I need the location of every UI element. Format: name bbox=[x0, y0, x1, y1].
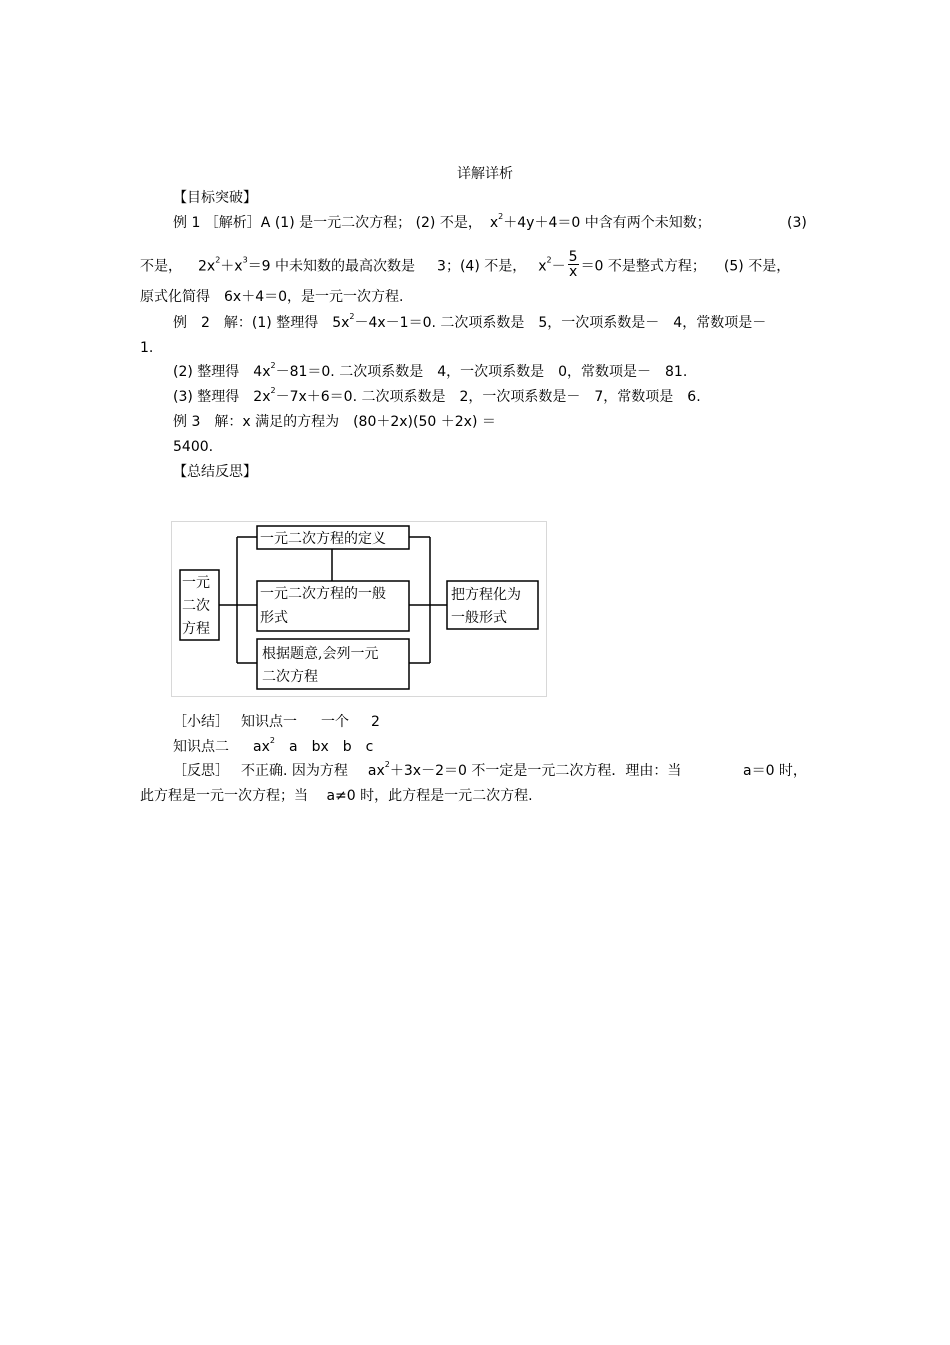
page-title: 详解详析 bbox=[457, 166, 513, 182]
box-definition-text: 一元二次方程的定义 bbox=[260, 531, 386, 547]
reflection-label: ［反思］ bbox=[173, 763, 229, 779]
ex2-text: (2) 整理得 4x bbox=[173, 364, 271, 380]
ex2-text: －81＝0. 二次项系数是 4，一次项系数是 0，常数项是－ 81. bbox=[275, 364, 688, 380]
ex2-text: －7x＋6＝0. 二次项系数是 2，一次项系数是－ 7，常数项是 6. bbox=[275, 389, 701, 405]
fraction-numerator: 5 bbox=[568, 249, 578, 265]
fraction-denominator: x bbox=[568, 264, 578, 280]
ex1-text: ＋4y＋4＝0 中含有两个未知数； bbox=[503, 215, 711, 231]
summary-value: c bbox=[365, 739, 374, 755]
box-transform-line: 把方程化为 bbox=[451, 587, 521, 603]
exponent: 3 bbox=[242, 255, 248, 265]
box-modeling-line: 二次方程 bbox=[262, 669, 318, 685]
ex3-line1: 例 3 解：x 满足的方程为 (80＋2x)(50 ＋2x) ＝ bbox=[173, 414, 496, 430]
ex1-text: 例 1 ［解析］A (1) 是一元二次方程； (2) 不是， bbox=[173, 215, 482, 231]
box-general-form-line: 形式 bbox=[260, 610, 288, 626]
ex1-math: x bbox=[489, 215, 499, 231]
summary-line3-end: a＝0 时， bbox=[743, 763, 807, 779]
ex1-math: 2x bbox=[198, 258, 216, 275]
summary-line1 bbox=[173, 713, 380, 731]
summary-key: 知识点一 bbox=[241, 714, 297, 730]
summary-line2 bbox=[173, 738, 373, 756]
section-heading-target: 【目标突破】 bbox=[173, 190, 257, 206]
exponent: 2 bbox=[498, 212, 504, 221]
box-general-form-line: 一元二次方程的一般 bbox=[260, 586, 386, 602]
ex2-text: －4x－1＝0. 二次项系数是 5，一次项系数是－ 4，常数项是－ bbox=[354, 315, 767, 331]
ex2-text: (3) 整理得 2x bbox=[173, 389, 271, 405]
summary-line3 bbox=[173, 762, 681, 780]
box-transform-line: 一般形式 bbox=[451, 610, 507, 626]
summary-value: b bbox=[342, 739, 352, 755]
summary-line4: 此方程是一元一次方程；当 a≠0 时，此方程是一元二次方程. bbox=[140, 788, 533, 804]
ex1-line1 bbox=[173, 214, 711, 232]
concept-diagram bbox=[171, 521, 547, 697]
ex1-text: 3；(4) 不是， bbox=[437, 258, 527, 275]
ex2-line1 bbox=[173, 314, 766, 332]
exponent: 2 bbox=[384, 760, 390, 769]
ex2-line2 bbox=[173, 363, 687, 381]
reflection-text: ＋3x－2＝0 不一定是一元二次方程．理由：当 bbox=[389, 763, 682, 779]
fraction bbox=[568, 250, 579, 279]
ex1-line1-end: (3) bbox=[787, 215, 807, 231]
exponent: 2 bbox=[546, 255, 552, 265]
ex1-math: x bbox=[538, 258, 547, 275]
summary-label: ［小结］ bbox=[173, 714, 229, 730]
ex2-line1-cont: 1. bbox=[140, 340, 154, 356]
ex2-text: 例 2 解：(1) 整理得 5x bbox=[173, 315, 350, 331]
ex1-text: (5) 不是， bbox=[723, 258, 791, 275]
summary-value: bx bbox=[311, 739, 329, 755]
summary-value: 2 bbox=[371, 714, 380, 730]
ex2-line3 bbox=[173, 388, 701, 406]
reflection-text: 不正确. 因为方程 bbox=[241, 763, 348, 779]
ex1-math: － bbox=[551, 258, 566, 275]
box-root-line: 一元 bbox=[182, 575, 210, 591]
summary-key: 知识点二 bbox=[173, 739, 229, 755]
box-root-line: 二次 bbox=[182, 598, 210, 614]
ex3-line2: 5400. bbox=[173, 439, 214, 455]
ex1-line2 bbox=[140, 249, 791, 281]
exponent: 2 bbox=[349, 312, 355, 321]
box-modeling-line: 根据题意,会列一元 bbox=[262, 646, 379, 662]
exponent: 2 bbox=[270, 361, 276, 370]
reflection-math: ax bbox=[367, 763, 385, 779]
ex1-line3: 原式化简得 6x＋4＝0，是一元一次方程. bbox=[140, 289, 404, 305]
exponent: 2 bbox=[270, 386, 276, 395]
ex1-text: ＝9 中未知数的最高次数是 bbox=[247, 258, 416, 275]
ex1-math: ＋x bbox=[220, 258, 243, 275]
summary-value: a bbox=[288, 739, 298, 755]
summary-value: ax bbox=[253, 739, 270, 755]
exponent: 2 bbox=[215, 255, 221, 265]
exponent: 2 bbox=[269, 736, 275, 745]
section-heading-summary: 【总结反思】 bbox=[173, 464, 257, 480]
ex1-text: 不是， bbox=[140, 258, 182, 275]
summary-value: 一个 bbox=[321, 714, 349, 730]
box-root-line: 方程 bbox=[182, 621, 210, 637]
ex1-text: ＝0 不是整式方程； bbox=[580, 258, 706, 275]
